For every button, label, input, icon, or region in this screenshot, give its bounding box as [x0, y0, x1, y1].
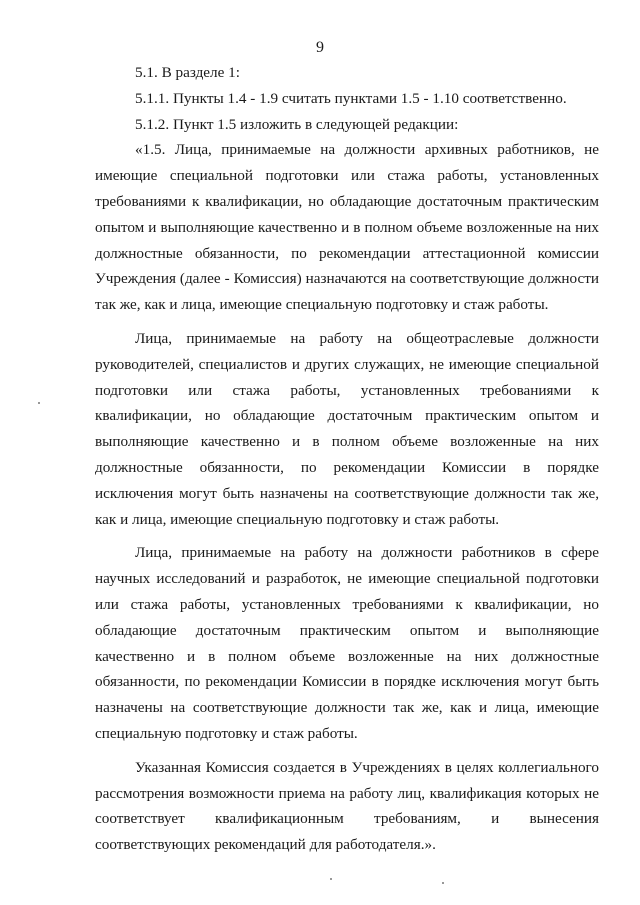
paragraph-general-positions: Лица, принимаемые на работу на общеотраслевые должности руководителей, специалистов и других служащих, не имеющие специальной подготовки или стажа работы, установленных требованиями к квалификации, но обладающие достаточным практическим опытом и выполняющие качественно и в полном объеме возложенные на них должностные обязанности, по рекомендации Комиссии в порядке исключения могут быть назначены на соответствующие должности так же, как и лица, имеющие специальную подготовку и стаж работы.	[95, 329, 599, 528]
scan-speck	[330, 878, 332, 880]
page-number: 9	[316, 39, 324, 56]
paragraph-1-5: «1.5. Лица, принимаемые на должности архивных работников, не имеющие специальной подготовки или стажа работы, установленных требованиями к квалификации, но обладающие достаточным практическим опытом и выполняющие качественно и в полном объеме возложенные на них должностные обязанности, по рекомендации аттестационной комиссии Учреждения (далее - Комиссия) назначаются на соответствующие должности так же, как и лица, имеющие специальную подготовку и стаж работы.	[95, 141, 599, 314]
section-heading: 5.1. В разделе 1:	[135, 64, 240, 81]
clause-5-1-2: 5.1.2. Пункт 1.5 изложить в следующей редакции:	[135, 115, 459, 133]
paragraph-commission: Указанная Комиссия создается в Учреждениях в целях коллегиального рассмотрения возможности приема на работу лиц, квалификация которых не соответствует квалификационным требованиям, и вынесения соответствующих рекомендаций для работодателя.».	[95, 758, 599, 854]
scan-speck	[442, 882, 444, 884]
document-body	[95, 60, 599, 858]
scan-speck	[38, 402, 40, 404]
clause-5-1-1: 5.1.1. Пункты 1.4 - 1.9 считать пунктами 1.5 - 1.10 соответственно.	[135, 89, 567, 107]
paragraph-research-positions: Лица, принимаемые на работу на должности работников в сфере научных исследований и разработок, не имеющие специальной подготовки или стажа работы, установленных требованиями к квалификации, но обладающие достаточным практическим опытом и выполняющие качественно и в полном объеме возложенные на них должностные обязанности, по рекомендации Комиссии в порядке исключения могут быть назначены на соответствующие должности так же, как и лица, имеющие специальную подготовку и стаж работы.	[95, 544, 599, 742]
